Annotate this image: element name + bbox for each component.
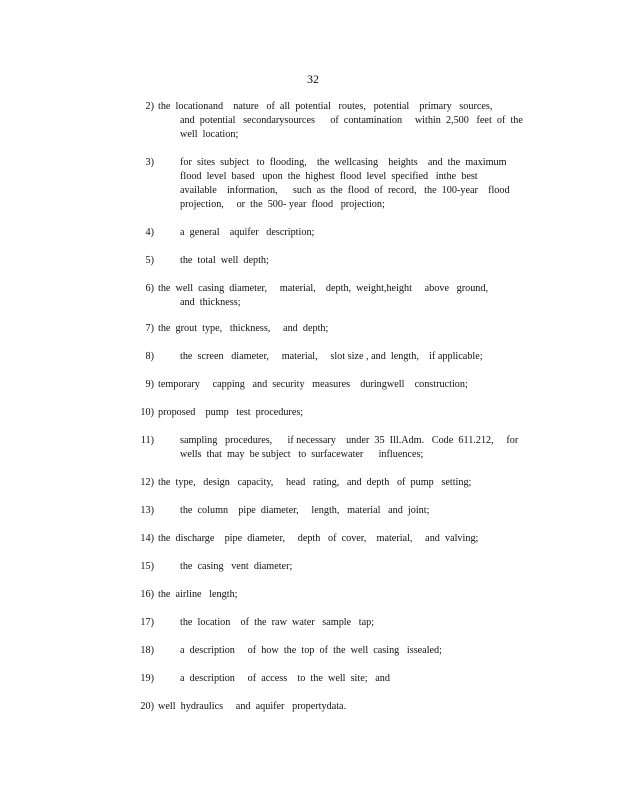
list-item-text: available information, such as the flood of record, the 100-year flood	[180, 185, 510, 196]
list-item-number: 16)	[140, 589, 154, 600]
list-item-text: for sites subject to flooding, the wellcasing heights and the maximum	[180, 157, 507, 168]
list-item-number: 8)	[145, 351, 154, 362]
list-item-text: the grout type, thickness, and depth;	[158, 323, 329, 334]
list-item-text: a description of access to the well site; and	[180, 673, 390, 684]
list-item-number: 14)	[140, 533, 154, 544]
list-item-text: proposed pump test procedures;	[158, 407, 304, 418]
list-item-number: 18)	[140, 645, 154, 656]
list-item-text: the airline length;	[158, 589, 238, 600]
list-item-number: 11)	[140, 435, 154, 446]
list-item-text: the well casing diameter, material, depth, weight,height above ground,	[158, 283, 489, 294]
list-item-text: a description of how the top of the well casing issealed;	[180, 645, 442, 656]
list-item-number: 20)	[140, 701, 154, 712]
list-item-text: the screen diameter, material, slot size , and length, if applicable;	[180, 351, 483, 362]
list-item-number: 7)	[145, 323, 154, 334]
list-item-number: 4)	[145, 227, 154, 238]
list-item-text: well hydraulics and aquifer propertydata.	[158, 701, 347, 712]
list-item-number: 3)	[145, 157, 154, 168]
list-item-number: 15)	[140, 561, 154, 572]
list-item-text: sampling procedures, if necessary under 35 Ill.Adm. Code 611.212, for	[180, 435, 519, 446]
list-item-number: 13)	[140, 505, 154, 516]
list-item-text: a general aquifer description;	[180, 227, 315, 238]
list-item-text: the location of the raw water sample tap;	[180, 617, 375, 628]
list-item-number: 2)	[145, 101, 154, 112]
list-item-number: 6)	[145, 283, 154, 294]
list-item-text: and potential secondarysources of contamination within 2,500 feet of the	[180, 115, 523, 126]
list-item-text: the column pipe diameter, length, material and joint;	[180, 505, 430, 516]
list-item-text: the type, design capacity, head rating, and depth of pump setting;	[158, 477, 472, 488]
list-item-number: 12)	[140, 477, 154, 488]
page-number: 32	[307, 72, 319, 86]
list-item-number: 17)	[140, 617, 154, 628]
list-item-text: projection, or the 500- year flood projection;	[180, 199, 385, 210]
list-item-text: the casing vent diameter;	[180, 561, 293, 572]
list-item-number: 19)	[140, 673, 154, 684]
list-item-text: wells that may be subject to surfacewater influences;	[180, 449, 424, 460]
list-item-number: 5)	[145, 255, 154, 266]
list-item-number: 9)	[145, 379, 154, 390]
list-item-text: the locationand nature of all potential routes, potential primary sources,	[158, 101, 493, 112]
list-item-text: and thickness;	[180, 297, 241, 308]
list-item-number: 10)	[140, 407, 154, 418]
list-item-text: well location;	[180, 129, 239, 140]
list-item-text: temporary capping and security measures duringwell construction;	[158, 379, 468, 390]
list-item-text: the total well depth;	[180, 255, 269, 266]
list-item-text: flood level based upon the highest flood level specified inthe best	[180, 171, 478, 182]
list-item-text: the discharge pipe diameter, depth of cover, material, and valving;	[158, 533, 479, 544]
